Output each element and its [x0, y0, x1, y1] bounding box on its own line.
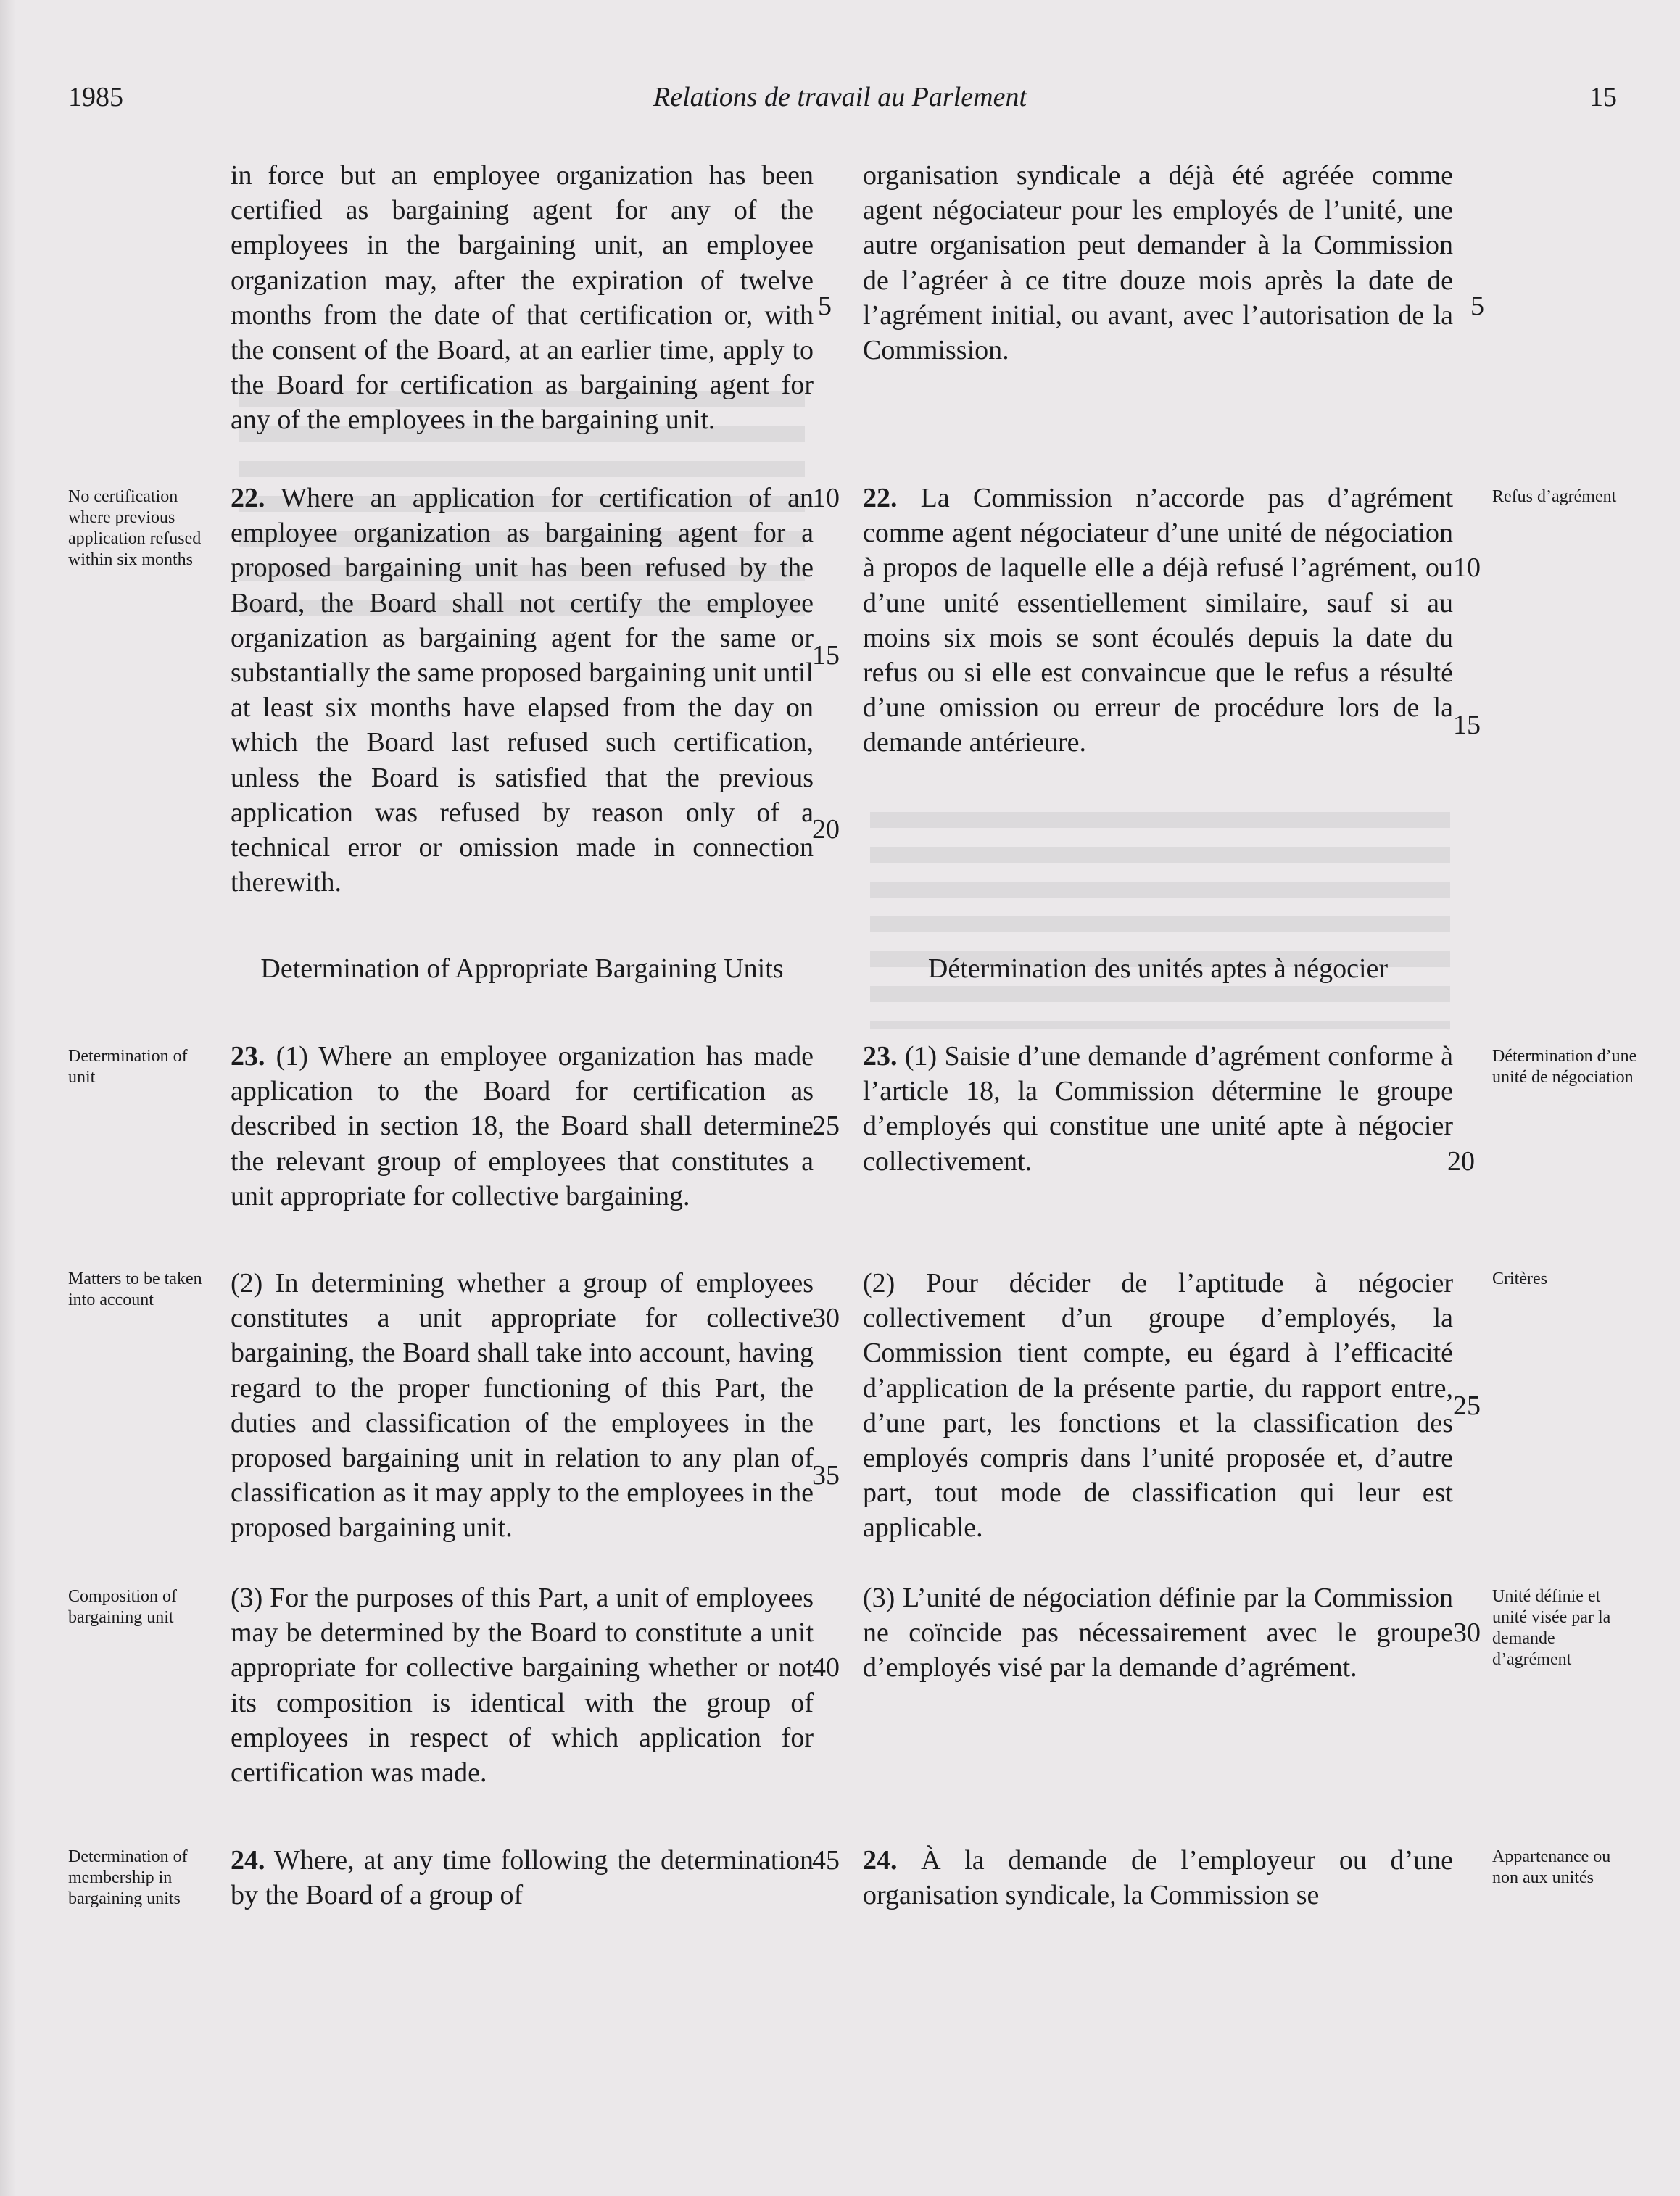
fr-s22-number: 22. — [863, 483, 898, 513]
fr-s23-1-number: 23. — [863, 1041, 898, 1072]
margin-note-fr-s22: Refus d’agrément — [1492, 487, 1617, 506]
fr-section-23-3 — [863, 1580, 1453, 1686]
en-s24-text: Where, at any time following the determination by the Board of a group of — [231, 1845, 814, 1911]
en-section-23-1 — [231, 1039, 814, 1214]
margin-note-en-s22: No certification where previous application refused within six months — [68, 487, 202, 569]
header-year: 1985 — [68, 82, 123, 112]
line-number-fr: 5 — [1470, 291, 1484, 321]
en-section-23-2 — [231, 1266, 814, 1546]
header-page-number: 15 — [1589, 82, 1617, 112]
line-number-fr: 15 — [1453, 710, 1481, 740]
en-section-24 — [231, 1843, 814, 1913]
en-s24-number: 24. — [231, 1845, 265, 1876]
fr-s23-1-paragraph — [863, 1039, 1453, 1179]
margin-note-fr-s23-3: Unité définie et unité visée par la demande d’agrément — [1492, 1587, 1611, 1669]
en-s22-text: Where an application for certification of an employee organization as bargaining agent for a proposed bargaining unit has been refused by the Board, the Board shall not certify the employee organization as bargaining agent for the same or substantially the same proposed bargaining unit until at least six months have elapsed from the day on which the Board last refused such certification, unless the Board is satisfied that the previous application was refused by reason only of a technical error or omission made in connection therewith. — [231, 483, 814, 898]
fr-s23-2-text: (2) Pour décider de l’aptitude à négocier collectivement d’un groupe d’employés, la Commission tient compte, eu égard à l’efficacité d’application de la présente partie, du rapport entre, d’une part, les fonctions et la classification des employés compris dans l’unité proposée et, d’autre part, tout mode de classification qui leur est applicable. — [863, 1268, 1453, 1544]
fr-s22-text: La Commission n’accorde pas d’agrément comme agent négociateur d’une unité de négociation à propos de laquelle elle a déjà refusé l’agrément, ou d’une unité essentiellement similaire, sauf si au moins six mois se sont écoulés depuis la date du refus ou si elle est convaincue que le refus a résulté d’une omission ou erreur de procédure lors de la demande antérieure. — [863, 483, 1454, 758]
margin-note-fr-s24: Appartenance ou non aux unités — [1492, 1847, 1611, 1887]
en-heading-block — [231, 951, 814, 986]
en-section-22 — [231, 481, 814, 900]
fr-s23-1-text: (1) Saisie d’une demande d’agrément conforme à l’article 18, la Commission détermine le groupe d’employés qui constitue une unité apte à négocier collectivement. — [863, 1041, 1453, 1177]
line-number-fr: 30 — [1453, 1617, 1481, 1648]
line-number-fr: 20 — [1447, 1146, 1475, 1177]
fr-heading-block — [863, 951, 1453, 986]
en-s22-paragraph — [231, 481, 814, 900]
fr-s24-number: 24. — [863, 1845, 898, 1876]
fr-section-22 — [863, 481, 1453, 761]
fr-section-23-1 — [863, 1039, 1453, 1179]
fr-continued-text: organisation syndicale a déjà été agréée comme agent négociateur pour les employés de l’unité, une autre organisation peut demander à la Commission de l’agréer à ce titre douze mois après la date de l’agrément initial, ou avant, avec l’autorisation de la Commission. — [863, 160, 1453, 366]
header-title: Relations de travail au Parlement — [653, 82, 1027, 112]
fr-s22-paragraph — [863, 481, 1453, 761]
fr-s24-text: À la demande de l’employeur ou d’une organisation syndicale, la Commission se — [863, 1845, 1453, 1911]
en-paragraph-continued — [231, 158, 814, 438]
margin-note-en-s23-3: Composition of bargaining unit — [68, 1587, 178, 1627]
margin-note-en-s24: Determination of membership in bargaining units — [68, 1847, 188, 1908]
line-number-fr: 10 — [1453, 552, 1481, 583]
en-s23-2-text: (2) In determining whether a group of employees constitutes a unit appropriate for collective bargaining, the Board shall take into account, having regard to the proper functioning of this Part, the duties and classification of the employees in the proposed bargaining unit in relation to any plan of classification as it may apply to the employees in the proposed bargaining unit. — [231, 1268, 814, 1544]
en-section-23-3 — [231, 1580, 814, 1790]
en-continued-text: in force but an employee organization has been certified as bargaining agent for any of the employees in the bargaining unit, an employee organization may, after the expiration of twelve months from the date of that certification or, with the consent of the Board, at an earlier time, apply to the Board for certification as bargaining agent for any of the employees in the bargaining unit. — [231, 160, 814, 436]
line-number-en: 25 — [812, 1111, 840, 1141]
fr-heading: Détermination des unités aptes à négocier — [927, 953, 1389, 984]
margin-note-fr-s23-1: Détermination d’une unité de négociation — [1492, 1047, 1637, 1087]
fr-s23-3-text: (3) L’unité de négociation définie par la Commission ne coïncide pas nécessairement avec le groupe d’employés visé par la demande d’agrément. — [863, 1583, 1453, 1683]
en-s24-paragraph — [231, 1843, 814, 1913]
en-s23-1-text: (1) Where an employee organization has made application to the Board for certification as described in section 18, the Board shall determine the relevant group of employees that constitutes a unit appropriate for collective bargaining. — [231, 1041, 814, 1211]
en-s23-1-paragraph — [231, 1039, 814, 1214]
line-number-en: 10 — [812, 483, 840, 513]
show-through-block-right — [870, 812, 1450, 1029]
line-number-fr: 25 — [1453, 1391, 1481, 1421]
line-number-en: 45 — [812, 1845, 840, 1876]
line-number-en: 5 — [818, 291, 832, 321]
en-heading: Determination of Appropriate Bargaining Units — [260, 953, 784, 984]
en-s23-3-text: (3) For the purposes of this Part, a unit of employees may be determined by the Board to constitute a unit appropriate for collective bargaining whether or not its composition is identical with the group of employees in respect of which application for certification was made. — [231, 1583, 814, 1789]
en-s23-1-number: 23. — [231, 1041, 265, 1072]
fr-paragraph-continued — [863, 158, 1453, 368]
en-s22-number: 22. — [231, 483, 265, 513]
line-number-en: 15 — [812, 640, 840, 671]
margin-note-en-s23-1: Determination of unit — [68, 1047, 188, 1087]
page-edge-shadow — [0, 0, 16, 2196]
line-number-en: 30 — [812, 1303, 840, 1333]
margin-note-en-s23-2: Matters to be taken into account — [68, 1269, 202, 1309]
line-number-en: 20 — [812, 814, 840, 845]
fr-s24-paragraph — [863, 1843, 1453, 1913]
line-number-en: 35 — [812, 1460, 840, 1491]
fr-section-24 — [863, 1843, 1453, 1913]
margin-note-fr-s23-2: Critères — [1492, 1269, 1547, 1288]
fr-section-23-2 — [863, 1266, 1453, 1546]
line-number-en: 40 — [812, 1652, 840, 1683]
